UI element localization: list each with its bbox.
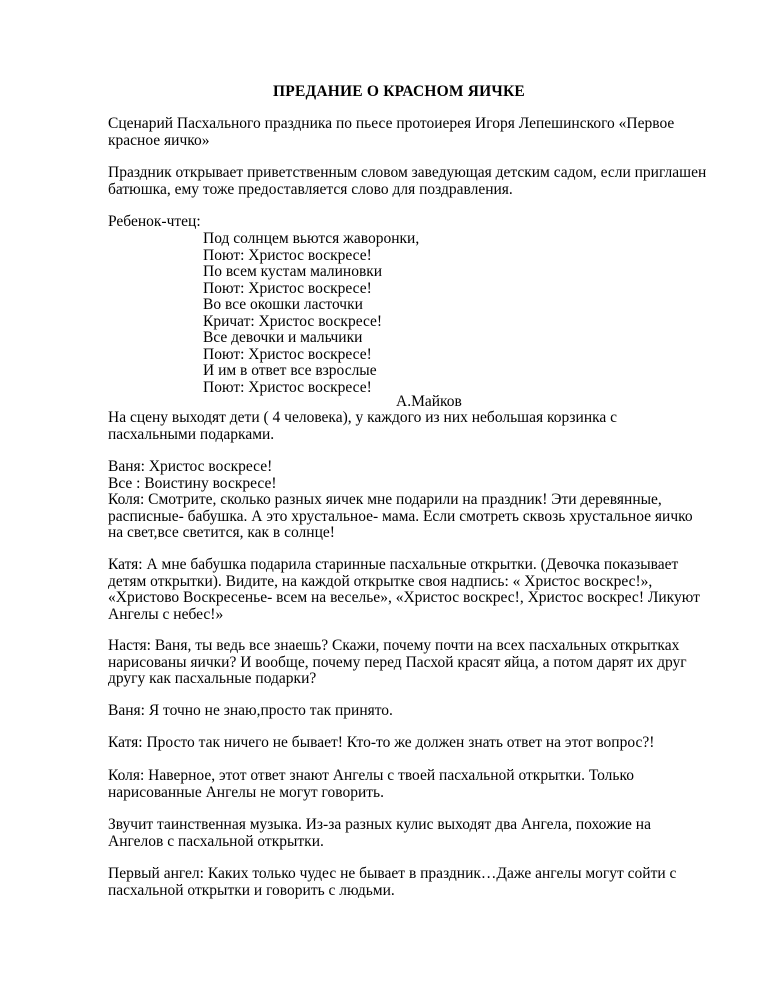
text-line: детям открытки). Видите, на каждой открытке своя надпись: « Христос воскрес!», bbox=[108, 572, 653, 590]
text-line: Настя: Ваня, ты ведь все знаешь? Скажи, почему почти на всех пасхальных открытках bbox=[108, 637, 680, 654]
text-line: на свет,все светится, как в солнце! bbox=[108, 524, 335, 541]
text-line: Первый ангел: Каких только чудес не бывает в праздник…Даже ангелы могут сойти с bbox=[108, 865, 677, 882]
text-line: Ангелов с пасхальной открытки. bbox=[108, 832, 324, 850]
intro-paragraph bbox=[108, 165, 708, 198]
stage-direction-1 bbox=[108, 410, 708, 443]
poem bbox=[203, 231, 419, 396]
text-line: Ребенок-чтец: bbox=[108, 213, 201, 230]
text-line: расписные- бабушка. А это хрустальное- мама. Если смотреть сквозь хрустальное яичко bbox=[108, 507, 693, 525]
katya-paragraph-1 bbox=[108, 557, 708, 623]
poem-line: Кричат: Христос воскресе! bbox=[203, 312, 383, 330]
poem-line: Все девочки и мальчики bbox=[203, 329, 363, 346]
poem-line: Поют: Христос воскресе! bbox=[203, 279, 372, 297]
text-line: Звучит таинственная музыка. Из-за разных кулис выходят два Ангела, похожие на bbox=[108, 816, 651, 833]
poem-line: Поют: Христос воскресе! bbox=[203, 345, 372, 363]
text-line: нарисованные Ангелы не могут говорить. bbox=[108, 783, 384, 801]
katya-paragraph-2 bbox=[108, 735, 708, 752]
text-line: Катя: Просто так ничего не бывает! Кто-то же должен знать ответ на этот вопрос?! bbox=[108, 734, 655, 751]
text-line: Ваня: Христос воскресе! bbox=[108, 458, 273, 475]
title-text: ПРЕДАНИЕ О КРАСНОМ ЯИЧКЕ bbox=[273, 83, 525, 100]
stage-direction-2 bbox=[108, 817, 708, 850]
poem-line: По всем кустам малиновки bbox=[203, 263, 383, 280]
poem-line: Поют: Христос воскресе! bbox=[203, 378, 372, 396]
text-line: Катя: А мне бабушка подарила старинные пасхальные открытки. (Девочка показывает bbox=[108, 556, 679, 573]
text-line: нарисованы яички? И вообще, почему перед Пасхой красят яйца, а потом дарят их друг bbox=[108, 653, 687, 671]
text-line: Ангелы с небес!» bbox=[108, 605, 224, 623]
text-line: Коля: Смотрите, сколько разных яичек мне подарили на праздник! Эти деревянные, bbox=[108, 491, 662, 508]
poem-line: Под солнцем вьются жаворонки, bbox=[203, 230, 420, 247]
text-line: Праздник открывает приветственным словом заведующая детским садом, если приглашен bbox=[108, 164, 707, 181]
poem-author: А.Майков bbox=[396, 393, 462, 410]
angel-paragraph-1 bbox=[108, 866, 708, 899]
text-line: Сценарий Пасхального праздника по пьесе протоиерея Игоря Лепешинского «Первое bbox=[108, 115, 675, 132]
text-line: пасхальной открытки и говорить с людьми. bbox=[108, 881, 395, 899]
text-line: Ваня: Я точно не знаю,просто так принято. bbox=[108, 702, 393, 719]
reader-label bbox=[108, 214, 708, 231]
poem-line: Поют: Христос воскресе! bbox=[203, 246, 372, 264]
text-line: батюшка, ему тоже предоставляется слово для поздравления. bbox=[108, 180, 513, 198]
kolya-paragraph-2 bbox=[108, 768, 708, 801]
poem-line: И им в ответ все взрослые bbox=[203, 362, 377, 379]
poem-line: Во все окошки ласточки bbox=[203, 296, 363, 313]
text-line: Коля: Наверное, этот ответ знают Ангелы с твоей пасхальной открытки. Только bbox=[108, 767, 634, 784]
vanya-paragraph-2 bbox=[108, 703, 708, 720]
subtitle-paragraph bbox=[108, 116, 708, 149]
nastya-paragraph bbox=[108, 638, 708, 688]
document-title bbox=[0, 84, 768, 101]
text-line: красное яичко» bbox=[108, 131, 210, 149]
text-line: На сцену выходят дети ( 4 человека), у каждого из них небольшая корзинка с bbox=[108, 409, 618, 426]
text-line: «Христово Воскресенье- всем на веселье», «Христос воскрес!, Христос воскрес! Ликуют bbox=[108, 589, 700, 606]
text-line: Все : Воистину воскресе! bbox=[108, 474, 277, 492]
text-line: пасхальными подарками. bbox=[108, 425, 275, 443]
dialogue-block-1 bbox=[108, 459, 708, 542]
text-line: другу как пасхальные подарки? bbox=[108, 670, 317, 687]
